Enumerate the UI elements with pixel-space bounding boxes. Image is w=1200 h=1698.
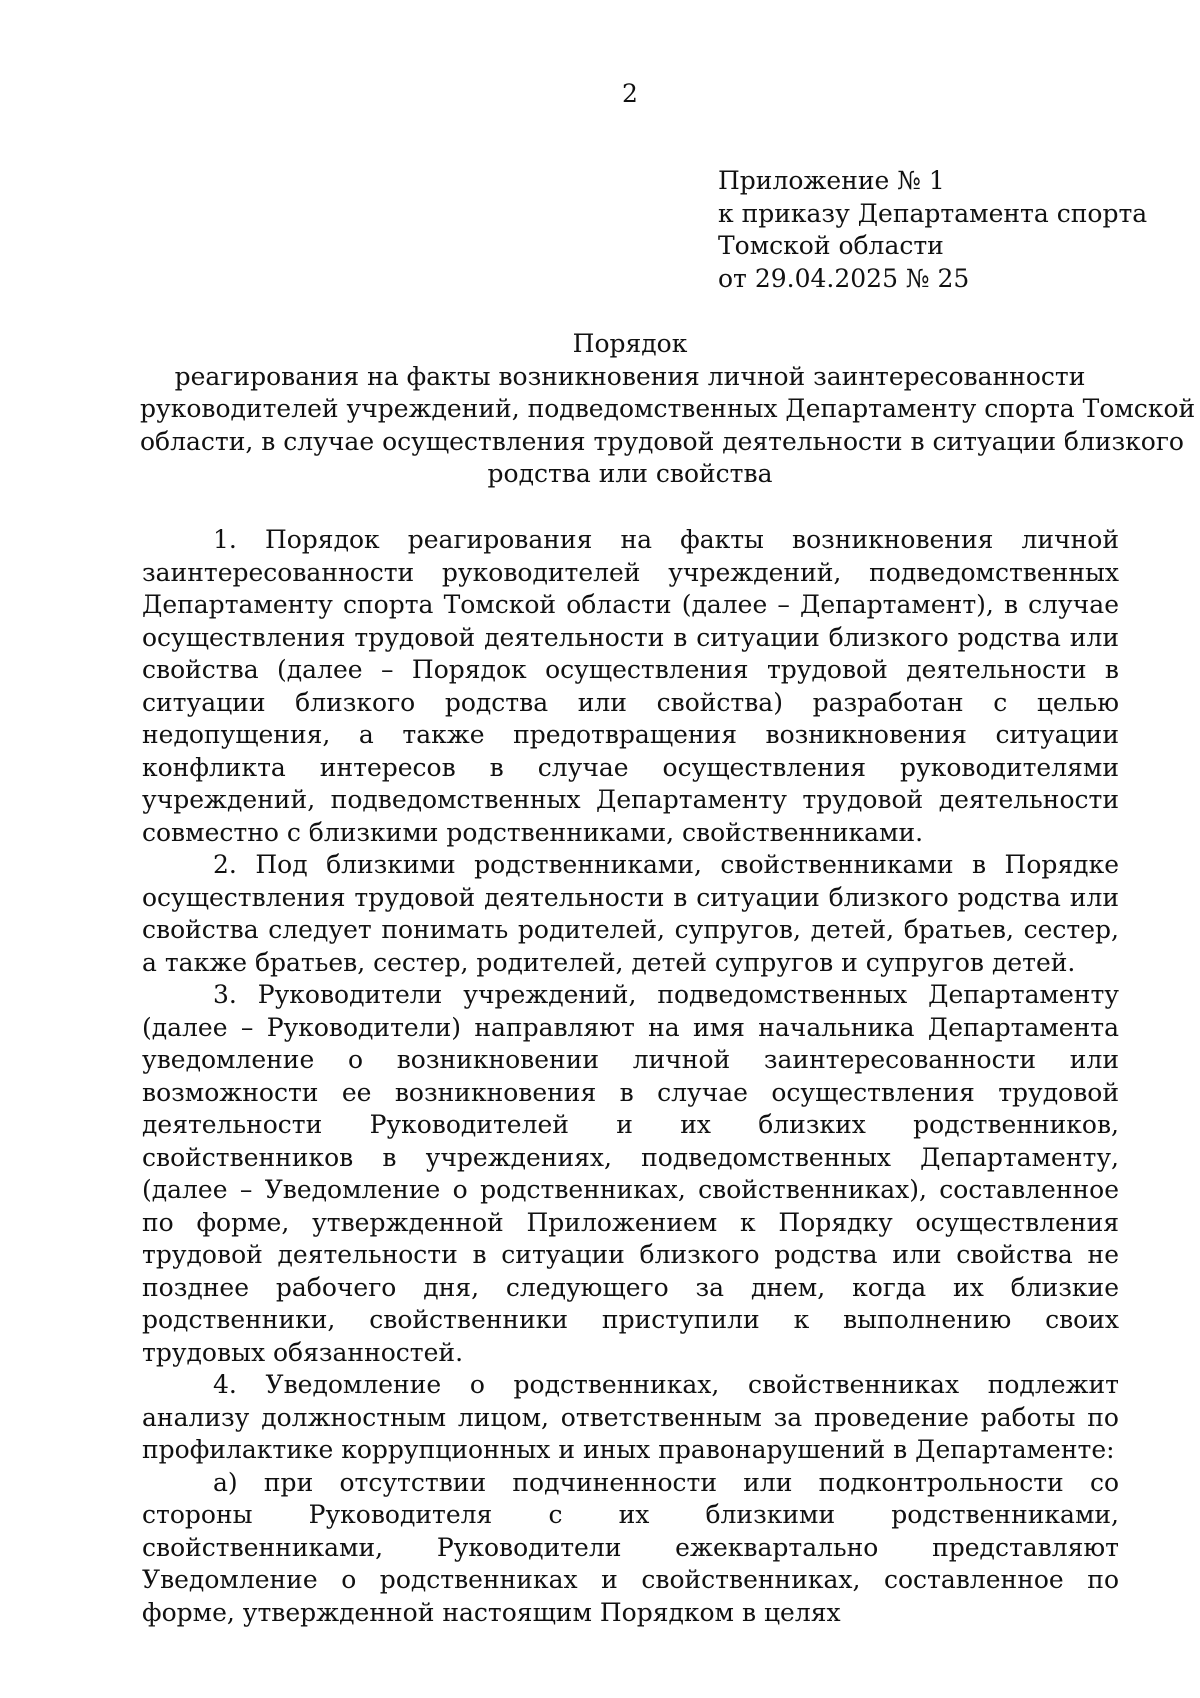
paragraph-4a: а) при отсутствии подчиненности или подконтрольности со стороны Руководителя с их близкими родственниками, свойственниками, Руководители ежеквартально представляют Уведомление о родственниках и свойственниках, составленное по форме, утвержденной настоящим Порядком в целях bbox=[142, 1467, 1119, 1627]
paragraph-3: 3. Руководители учреждений, подведомственных Департаменту (далее – Руководители) направляют на имя начальника Департамента уведомление о возникновении личной заинтересованности или возможности ее возникновения в случае осуществления трудовой деятельности Руководителей и их близких родственников, свойственников в учреждениях, подведомственных Департаменту, (далее – Уведомление о родственниках, свойственниках), составленное по форме, утвержденной Приложением к Порядку осуществления трудовой деятельности в ситуации близкого родства или свойства не позднее рабочего дня, следующего за днем, когда их близкие родственники, свойственники приступили к выполнению своих трудовых обязанностей. bbox=[142, 980, 1119, 1367]
appendix-line: от 29.04.2025 № 25 bbox=[718, 263, 970, 293]
title-line: области, в случае осуществления трудовой деятельности в ситуации близкого bbox=[140, 426, 1184, 456]
appendix-line: к приказу Департамента спорта bbox=[718, 198, 1148, 228]
paragraph-2: 2. Под близкими родственниками, свойственниками в Порядке осуществления трудовой деятельности в ситуации близкого родства или свойства следует понимать родителей, супругов, детей, братьев, сестер, а также братьев, сестер, родителей, детей супругов и супругов детей. bbox=[142, 850, 1119, 977]
paragraph-1: 1. Порядок реагирования на факты возникновения личной заинтересованности руководителей учреждений, подведомственных Департаменту спорта Томской области (далее – Департамент), в случае осуществления трудовой деятельности в ситуации близкого родства или свойства (далее – Порядок осуществления трудовой деятельности в ситуации близкого родства или свойства) разработан с целью недопущения, а также предотвращения возникновения ситуации конфликта интересов в случае осуществления руководителями учреждений, подведомственных Департаменту трудовой деятельности совместно с близкими родственниками, свойственниками. bbox=[142, 525, 1119, 847]
title-line: руководителей учреждений, подведомственных Департаменту спорта Томской bbox=[140, 394, 1196, 423]
paragraph-4: 4. Уведомление о родственниках, свойственниках подлежит анализу должностным лицом, ответственным за проведение работы по профилактике коррупционных и иных правонарушений в Департаменте: bbox=[142, 1370, 1119, 1464]
title-heading: Порядок bbox=[572, 329, 688, 358]
page-number: 2 bbox=[622, 79, 638, 108]
document-body bbox=[142, 524, 1119, 1629]
title-line: реагирования на факты возникновения личной заинтересованности bbox=[174, 361, 1086, 391]
appendix-block bbox=[718, 165, 1178, 295]
title-line: родства или свойства bbox=[487, 459, 773, 488]
appendix-line: Томской области bbox=[718, 231, 944, 260]
document-title bbox=[140, 328, 1196, 491]
appendix-line: Приложение № 1 bbox=[718, 166, 945, 195]
